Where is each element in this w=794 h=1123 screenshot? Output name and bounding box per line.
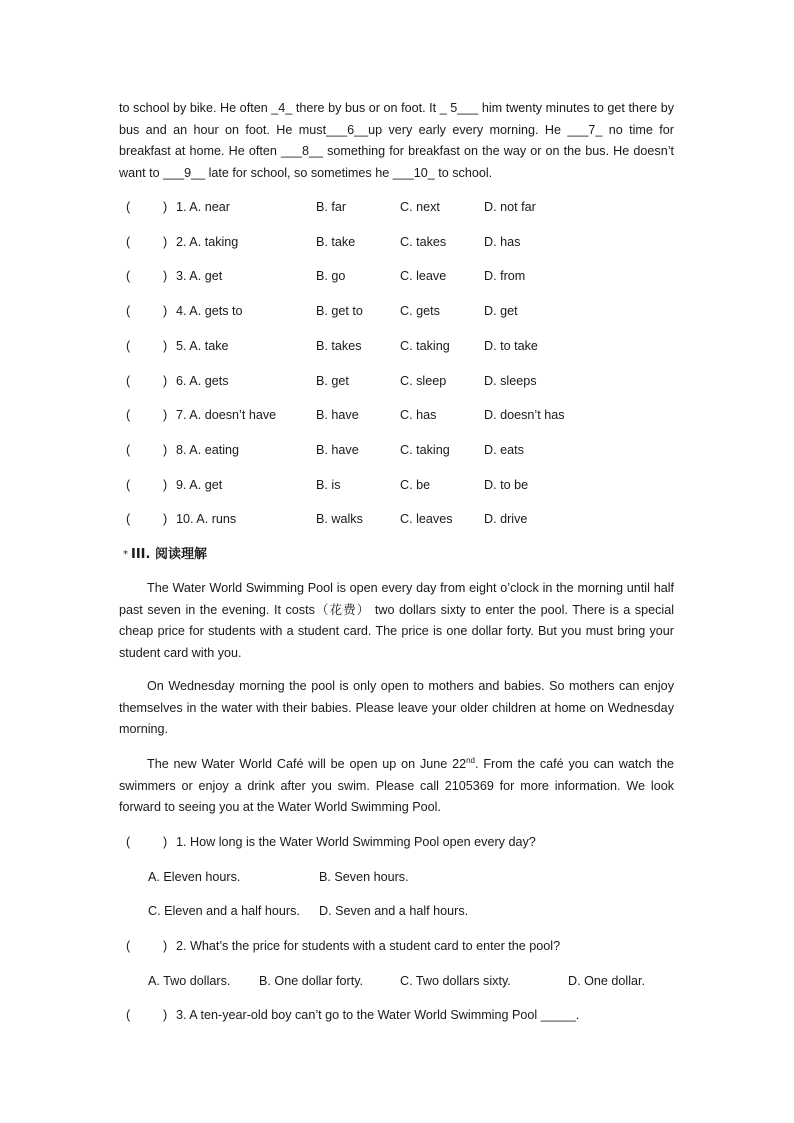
cloze-passage: to school by bike. He often _4_ there by bus or on foot. It _ 5___ him twenty minutes to get there by bus and an hour on foot. He must___6__up very early every morning. He ___7_ no time for breakfast at home. He often ___8__ something for breakfast on the way or on the bus. He doesn’t want to ___9__ late for school, so sometimes he ___10_ to school. <box>119 101 674 180</box>
question-2-text: 2. What’s the price for students with a student card to enter the pool? <box>176 939 561 953</box>
question-2 <box>119 936 679 956</box>
reading-paragraph-3-end: . From the café you can watch the swimmers or enjoy a drink after you swim. Please call 2105369 for more information. We look forward to seeing you at the Water World Swimming Pool. <box>119 757 674 814</box>
reading-paragraph-2: On Wednesday morning the pool is only open to mothers and babies. So mothers can enjoy themselves in the water with their babies. Please leave your older children at home on Wednesday morning. <box>119 679 674 736</box>
cloze-question-6 <box>119 371 639 391</box>
option-d: D. has <box>484 235 521 249</box>
answer-paren-close: ) <box>163 374 168 388</box>
question-2-option-b: B. One dollar forty. <box>259 974 364 988</box>
option-a: 8. A. eating <box>176 443 240 457</box>
answer-paren-close: ) <box>163 200 168 214</box>
question-3 <box>119 1005 679 1025</box>
reading-paragraph-3 <box>119 754 674 819</box>
option-b: B. have <box>316 443 359 457</box>
answer-paren-open: ( <box>126 200 131 214</box>
cloze-question-7 <box>119 405 639 425</box>
option-c: C. leaves <box>400 512 453 526</box>
option-d: D. not far <box>484 200 536 214</box>
answer-paren-close: ) <box>163 269 168 283</box>
answer-paren-open: ( <box>126 939 131 953</box>
cloze-question-8 <box>119 440 639 460</box>
option-b: B. have <box>316 408 359 422</box>
option-c: C. leave <box>400 269 447 283</box>
option-b: B. takes <box>316 339 362 353</box>
question-1 <box>119 832 679 852</box>
cloze-question-3 <box>119 266 639 286</box>
option-a: 2. A. taking <box>176 235 239 249</box>
cloze-question-2 <box>119 232 639 252</box>
option-d: D. from <box>484 269 526 283</box>
option-d: D. to be <box>484 478 529 492</box>
option-a: 7. A. doesn’t have <box>176 408 277 422</box>
question-2-option-d: D. One dollar. <box>568 974 646 988</box>
answer-paren-open: ( <box>126 443 131 457</box>
option-c: C. sleep <box>400 374 447 388</box>
option-a: 6. A. gets <box>176 374 229 388</box>
ordinal-suffix: nd <box>466 755 476 765</box>
section-title: III. 阅读理解 <box>131 547 207 562</box>
option-d: D. to take <box>484 339 538 353</box>
option-d: D. sleeps <box>484 374 537 388</box>
answer-paren-close: ) <box>163 939 168 953</box>
answer-paren-open: ( <box>126 512 131 526</box>
option-c: C. taking <box>400 443 450 457</box>
option-a: 9. A. get <box>176 478 223 492</box>
answer-paren-open: ( <box>126 269 131 283</box>
question-1-text: 1. How long is the Water World Swimming Pool open every day? <box>176 835 536 849</box>
answer-paren-close: ) <box>163 304 168 318</box>
option-b: B. is <box>316 478 341 492</box>
answer-paren-close: ) <box>163 1008 168 1022</box>
question-2-option-c: C. Two dollars sixty. <box>400 974 511 988</box>
answer-paren-open: ( <box>126 478 131 492</box>
section-heading <box>123 545 207 565</box>
option-a: 4. A. gets to <box>176 304 243 318</box>
option-c: C. gets <box>400 304 440 318</box>
option-b: B. get <box>316 374 349 388</box>
reading-paragraph-3-start: The new Water World Café will be open up on June 22 <box>147 757 467 771</box>
cloze-question-1 <box>119 197 639 217</box>
question-1-option-c: C. Eleven and a half hours. <box>148 904 300 918</box>
option-c: C. taking <box>400 339 450 353</box>
answer-paren-open: ( <box>126 339 131 353</box>
option-b: B. far <box>316 200 347 214</box>
question-2-option-a: A. Two dollars. <box>148 974 231 988</box>
option-b: B. get to <box>316 304 363 318</box>
question-3-text: 3. A ten-year-old boy can’t go to the Water World Swimming Pool _____. <box>176 1008 580 1022</box>
option-c: C. has <box>400 408 437 422</box>
answer-paren-close: ) <box>163 235 168 249</box>
question-1-option-a: A. Eleven hours. <box>148 870 241 884</box>
answer-paren-open: ( <box>126 835 131 849</box>
option-d: D. get <box>484 304 518 318</box>
option-d: D. doesn’t has <box>484 408 565 422</box>
option-a: 10. A. runs <box>176 512 237 526</box>
answer-paren-close: ) <box>163 478 168 492</box>
option-d: D. eats <box>484 443 524 457</box>
option-a: 3. A. get <box>176 269 223 283</box>
option-a: 1. A. near <box>176 200 230 214</box>
option-b: B. take <box>316 235 356 249</box>
answer-paren-open: ( <box>126 374 131 388</box>
answer-paren-close: ) <box>163 408 168 422</box>
reading-paragraph-1: The Water World Swimming Pool is open every day from eight o’clock in the morning until half past seven in the evening. It costs（花费） two dollars sixty to enter the pool. There is a special cheap price for students with a student card. The price is one dollar forty. But you must bring your student card with you. <box>119 581 674 660</box>
answer-paren-open: ( <box>126 408 131 422</box>
cloze-question-9 <box>119 475 639 495</box>
answer-paren-close: ) <box>163 443 168 457</box>
answer-paren-open: ( <box>126 235 131 249</box>
answer-paren-open: ( <box>126 304 131 318</box>
cloze-question-10 <box>119 509 639 529</box>
answer-paren-close: ) <box>163 512 168 526</box>
question-1-option-b: B. Seven hours. <box>319 870 409 884</box>
option-c: C. be <box>400 478 431 492</box>
question-1-option-d: D. Seven and a half hours. <box>319 904 469 918</box>
option-b: B. go <box>316 269 346 283</box>
cloze-question-5 <box>119 336 639 356</box>
answer-paren-close: ) <box>163 835 168 849</box>
option-b: B. walks <box>316 512 363 526</box>
cloze-question-4 <box>119 301 639 321</box>
answer-paren-close: ) <box>163 339 168 353</box>
option-d: D. drive <box>484 512 528 526</box>
option-a: 5. A. take <box>176 339 229 353</box>
option-c: C. next <box>400 200 440 214</box>
option-c: C. takes <box>400 235 447 249</box>
section-star: * <box>123 549 128 560</box>
answer-paren-open: ( <box>126 1008 131 1022</box>
